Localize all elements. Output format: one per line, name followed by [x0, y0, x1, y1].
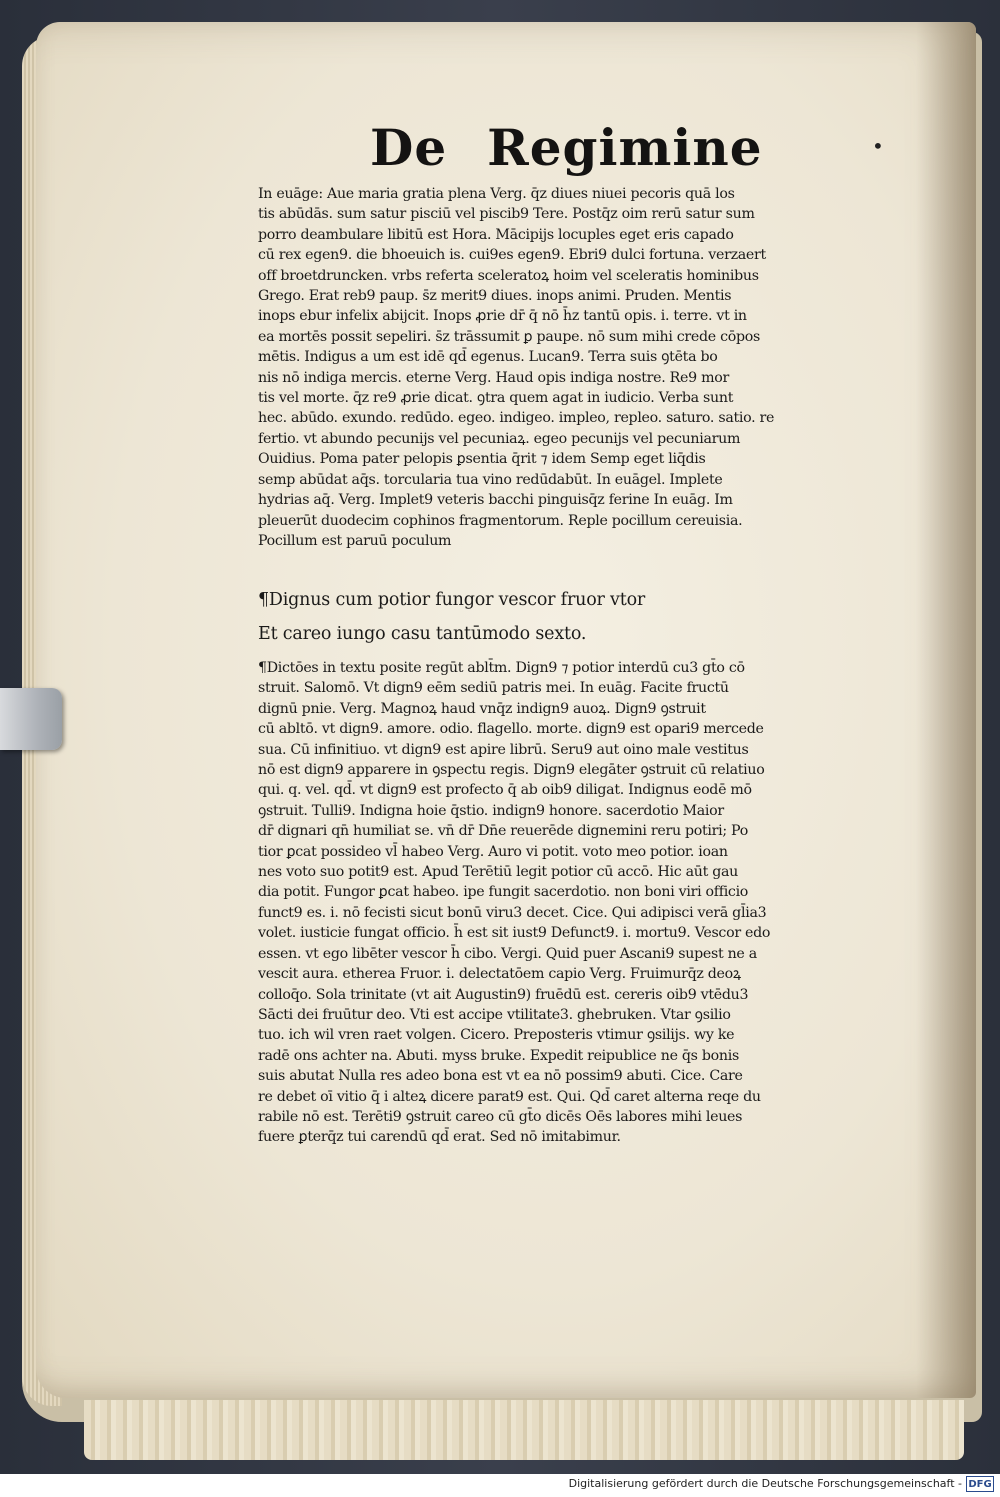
page-gutter-shadow	[916, 22, 976, 1398]
text-line: volet. iusticie fungat officio. h̄ est sit iust9 Defunct9. i. mortu9. Vescor edo	[258, 925, 771, 942]
page-title	[370, 118, 763, 188]
dfg-logo: DFG	[966, 1476, 994, 1492]
text-line: fuere ꝑterq̄z tui carendū qd̄ erat. Sed nō imitabimur.	[258, 1129, 621, 1146]
text-line: semp abūdat aq̄s. torcularia tua vino redūdabūt. In euāgel. Implete	[258, 471, 723, 488]
text-line: Sācti dei fruūtur deo. Vti est accipe vtilitate3. ghebruken. Vtar ꝯsilio	[258, 1006, 731, 1023]
text-line: Ouidius. Poma pater pelopis ꝑsentia q̄rit ⁊ idem Semp eget liq̄dis	[258, 451, 706, 468]
page-bottom-edge	[84, 1400, 964, 1460]
text-line: Grego. Erat reb9 paup. s̄z merit9 diues. inops animi. Pruden. Mentis	[258, 288, 732, 305]
text-line: ¶Dictōes in textu posite regūt ablt̄m. Dign9 ⁊ potior interdū cu3 gt̄o cō	[258, 660, 745, 676]
text-line: nō est dign9 apparere in ꝯspectu regis. Dign9 elegāter ꝯstruit cū relatiuo	[258, 762, 765, 779]
text-line: cū rex egen9. die bhoeuich is. cui9es egen9. Ebri9 dulci fortuna. verzaert	[258, 247, 766, 264]
paragraph-2	[258, 658, 872, 1148]
text-line: porro deambulare libitū est Hora. Mācipijs locuples eget eris capado	[258, 226, 734, 243]
text-line: ea mortēs possit sepeliri. s̄z trāssumit ꝑ paupe. nō sum mihi crede cōpos	[258, 328, 760, 345]
text-line: hydrias aq̄. Verg. Implet9 veteris bacchi pinguisq̄z ferine In euāg. Im	[258, 492, 733, 509]
text-line: mētis. Indigus a um est idē qd̄ egenus. Lucan9. Terra suis ꝯtēta bo	[258, 349, 718, 366]
paragraph-1	[258, 184, 872, 551]
title-word-2: Regimine	[487, 118, 763, 177]
text-line: off broetdruncken. vrbs referta sceleratoꝝ hoim vel sceleratis hominibus	[258, 267, 759, 284]
text-line: re debet oī vitio q̄ i alteꝝ dicere parat9 est. Qui. Qd̄ caret alterna reqe du	[258, 1088, 761, 1105]
text-line: rabile nō est. Terēti9 ꝯstruit careo cū gt̄o dicēs Oēs labores mihi leues	[258, 1108, 743, 1125]
text-line: inops ebur infelix abijcit. Inops ꝓrie dr̄ q̄ nō h̄z tantū opis. i. terre. vt in	[258, 308, 747, 325]
text-line: tuo. ich wil vren raet volgen. Cicero. Preposteris vtimur ꝯsilijs. wy ke	[258, 1027, 735, 1044]
text-line: dia potit. Fungor ꝑcat habeo. ipe fungit sacerdotio. non boni viri officio	[258, 884, 749, 901]
text-line: qui. q. vel. qd̄. vt dign9 est profecto q̄ ab oib9 diligat. Indignus eodē mō	[258, 782, 752, 799]
text-line: nes voto suo potit9 est. Apud Terētiū legit potior cū accō. Hic aūt gau	[258, 864, 738, 881]
text-line: suis abutat Nulla res adeo bona est vt ea nō possim9 abuti. Cice. Care	[258, 1068, 743, 1085]
verse-line-1: ¶Dignus cum potior fungor vescor fruor vtor	[258, 590, 646, 610]
footer-bar	[0, 1474, 1000, 1497]
text-line: Pocillum est paruū poculum	[258, 532, 452, 549]
text-line: radē ons achter na. Abuti. myss bruke. Expedit reipublice ne q̄s bonis	[258, 1047, 739, 1064]
text-line: In euāge: Aue maria gratia plena Verg. q̄z diues niuei pecoris quā los	[258, 186, 735, 202]
text-line: tis abūdās. sum satur pisciū vel piscib9 Tere. Postq̄z oim rerū satur sum	[258, 206, 755, 223]
text-line: dr̄ dignari qn̄ humiliat se. vn̄ dr̄ Dn̄e reuerēde dignemini reru potiri; Po	[258, 823, 748, 840]
text-line: essen. vt ego libēter vescor h̄ cibo. Vergi. Quid puer Ascani9 supest ne a	[258, 945, 757, 962]
text-line: hec. abūdo. exundo. redūdo. egeo. indigeo. impleo, repleo. saturo. satio. re	[258, 410, 775, 427]
text-line: fertio. vt abundo pecunijs vel pecuniaꝝ. egeo pecunijs vel pecuniarum	[258, 430, 741, 447]
verse-line-2: Et careo iungo casu tantūmodo sexto.	[258, 624, 587, 644]
corner-mark: •	[872, 134, 884, 158]
text-line: struit. Salomō. Vt dign9 eēm sediū patris mei. In euāg. Facite fructū	[258, 680, 729, 697]
text-line: cū abltō. vt dign9. amore. odio. flagello. morte. dign9 est opari9 mercede	[258, 721, 764, 738]
text-line: pleuerūt duodecim cophinos fragmentorum. Reple pocillum cereuisia.	[258, 512, 743, 529]
text-line: colloq̄o. Sola trinitate (vt ait Augustin9) fruēdū est. cereris oib9 vtēdu3	[258, 986, 749, 1003]
text-line: nis nō indiga mercis. eterne Verg. Haud opis indiga nostre. Re9 mor	[258, 369, 729, 386]
funding-credit: Digitalisierung gefördert durch die Deutsche Forschungsgemeinschaft -	[568, 1477, 962, 1490]
text-line: vescit aura. etherea Fruor. i. delectatōem capio Verg. Fruimurq̄z deoꝝ	[258, 966, 741, 983]
text-line: tior ꝑcat possideo vl̄ habeo Verg. Auro vi potit. voto meo potior. ioan	[258, 843, 728, 860]
text-line: funct9 es. i. nō fecisti sicut bonū viru3 decet. Cice. Qui adipisci verā gl̄ia3	[258, 904, 767, 921]
text-line: dignū pnie. Verg. Magnoꝝ haud vnq̄z indign9 auoꝝ. Dign9 ꝯstruit	[258, 700, 706, 717]
text-line: tis vel morte. q̄z re9 ꝓrie dicat. ꝯtra quem agat in iudicio. Verba sunt	[258, 390, 734, 407]
text-line: sua. Cū infinitiuo. vt dign9 est apire librū. Seru9 aut oino male vestitus	[258, 741, 749, 758]
title-word-1: De	[370, 118, 448, 177]
page-clip	[0, 688, 62, 750]
text-line: ꝯstruit. Tulli9. Indigna hoie q̄stio. indign9 honore. sacerdotio Maior	[258, 802, 724, 819]
